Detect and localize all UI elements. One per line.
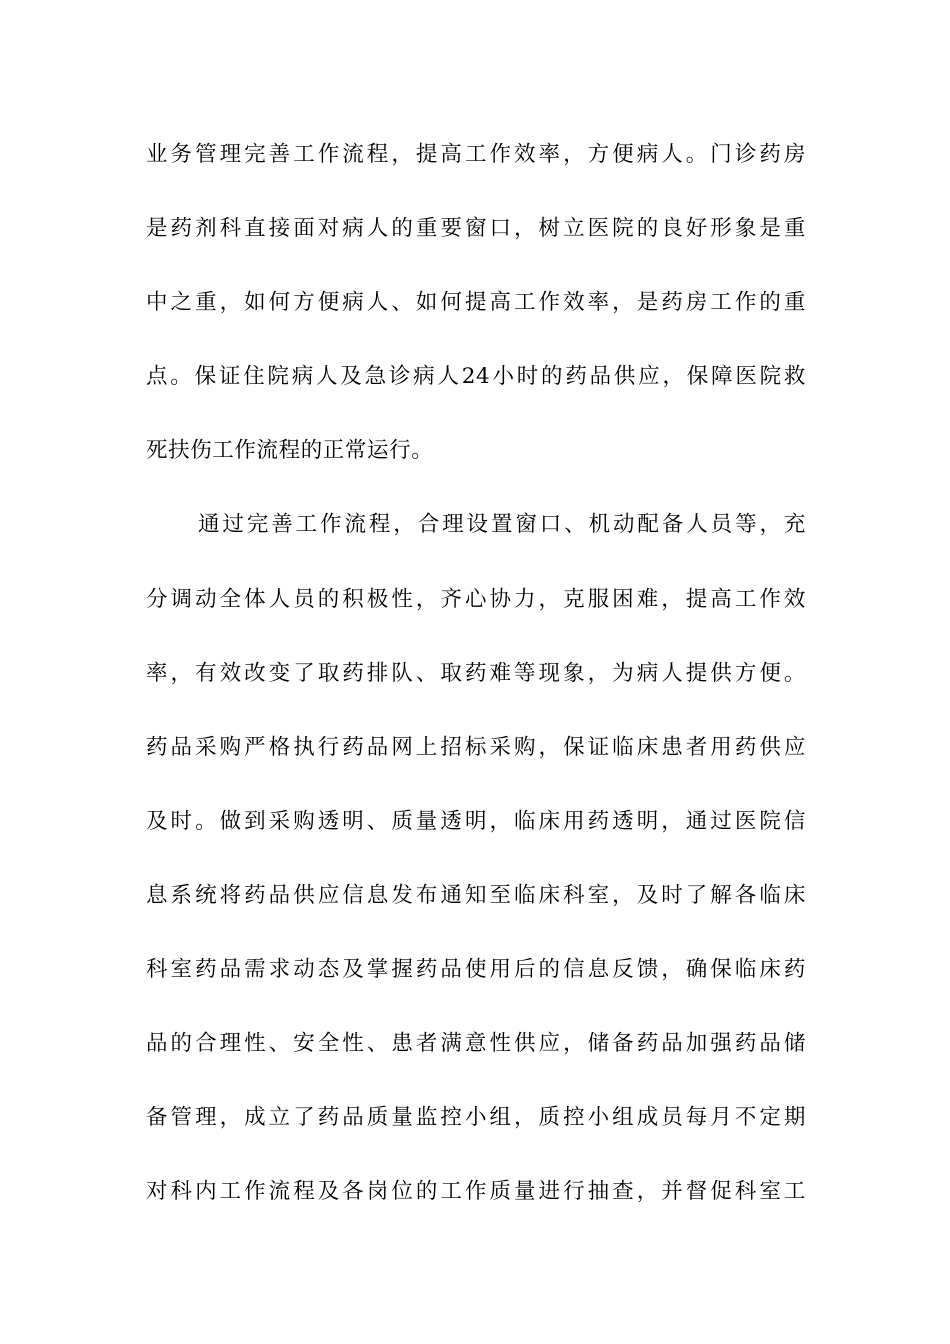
text-line-3: 中之重，如何方便病人、如何提高工作效率，是药房工作的重 xyxy=(146,290,806,316)
text-line-6: 通过完善工作流程，合理设置窗口、机动配备人员等，充 xyxy=(198,512,806,538)
text-line-1: 业务管理完善工作流程，提高工作效率，方便病人。门诊药房 xyxy=(146,142,806,167)
text-line-9: 药品采购严格执行药品网上招标采购，保证临床患者用药供应 xyxy=(146,734,806,760)
text-line-11: 息系统将药品供应信息发布通知至临床科室，及时了解各临床 xyxy=(146,882,806,908)
text-line-7: 分调动全体人员的积极性，齐心协力，克服困难，提高工作效 xyxy=(146,586,806,612)
text-line-15: 对科内工作流程及各岗位的工作质量进行抽查，并督促科室工 xyxy=(146,1179,806,1205)
text-line-13: 品的合理性、安全性、患者满意性供应，储备药品加强药品储 xyxy=(146,1031,806,1057)
body-text xyxy=(146,132,806,1243)
text-line-2: 是药剂科直接面对病人的重要窗口，树立医院的良好形象是重 xyxy=(146,216,806,242)
text-line-10: 及时。做到采购透明、质量透明，临床用药透明，通过医院信 xyxy=(146,808,806,834)
text-line-8: 率，有效改变了取药排队、取药难等现象，为病人提供方便。 xyxy=(146,660,806,686)
text-line-12: 科室药品需求动态及掌握药品使用后的信息反馈，确保临床药 xyxy=(146,957,806,983)
text-line-14: 备管理，成立了药品质量监控小组，质控小组成员每月不定期 xyxy=(146,1105,806,1131)
text-line-5: 死扶伤工作流程的正常运行。 xyxy=(146,438,434,464)
text-line-4: 点。保证住院病人及急诊病人24小时的药品供应，保障医院救 xyxy=(146,364,806,390)
